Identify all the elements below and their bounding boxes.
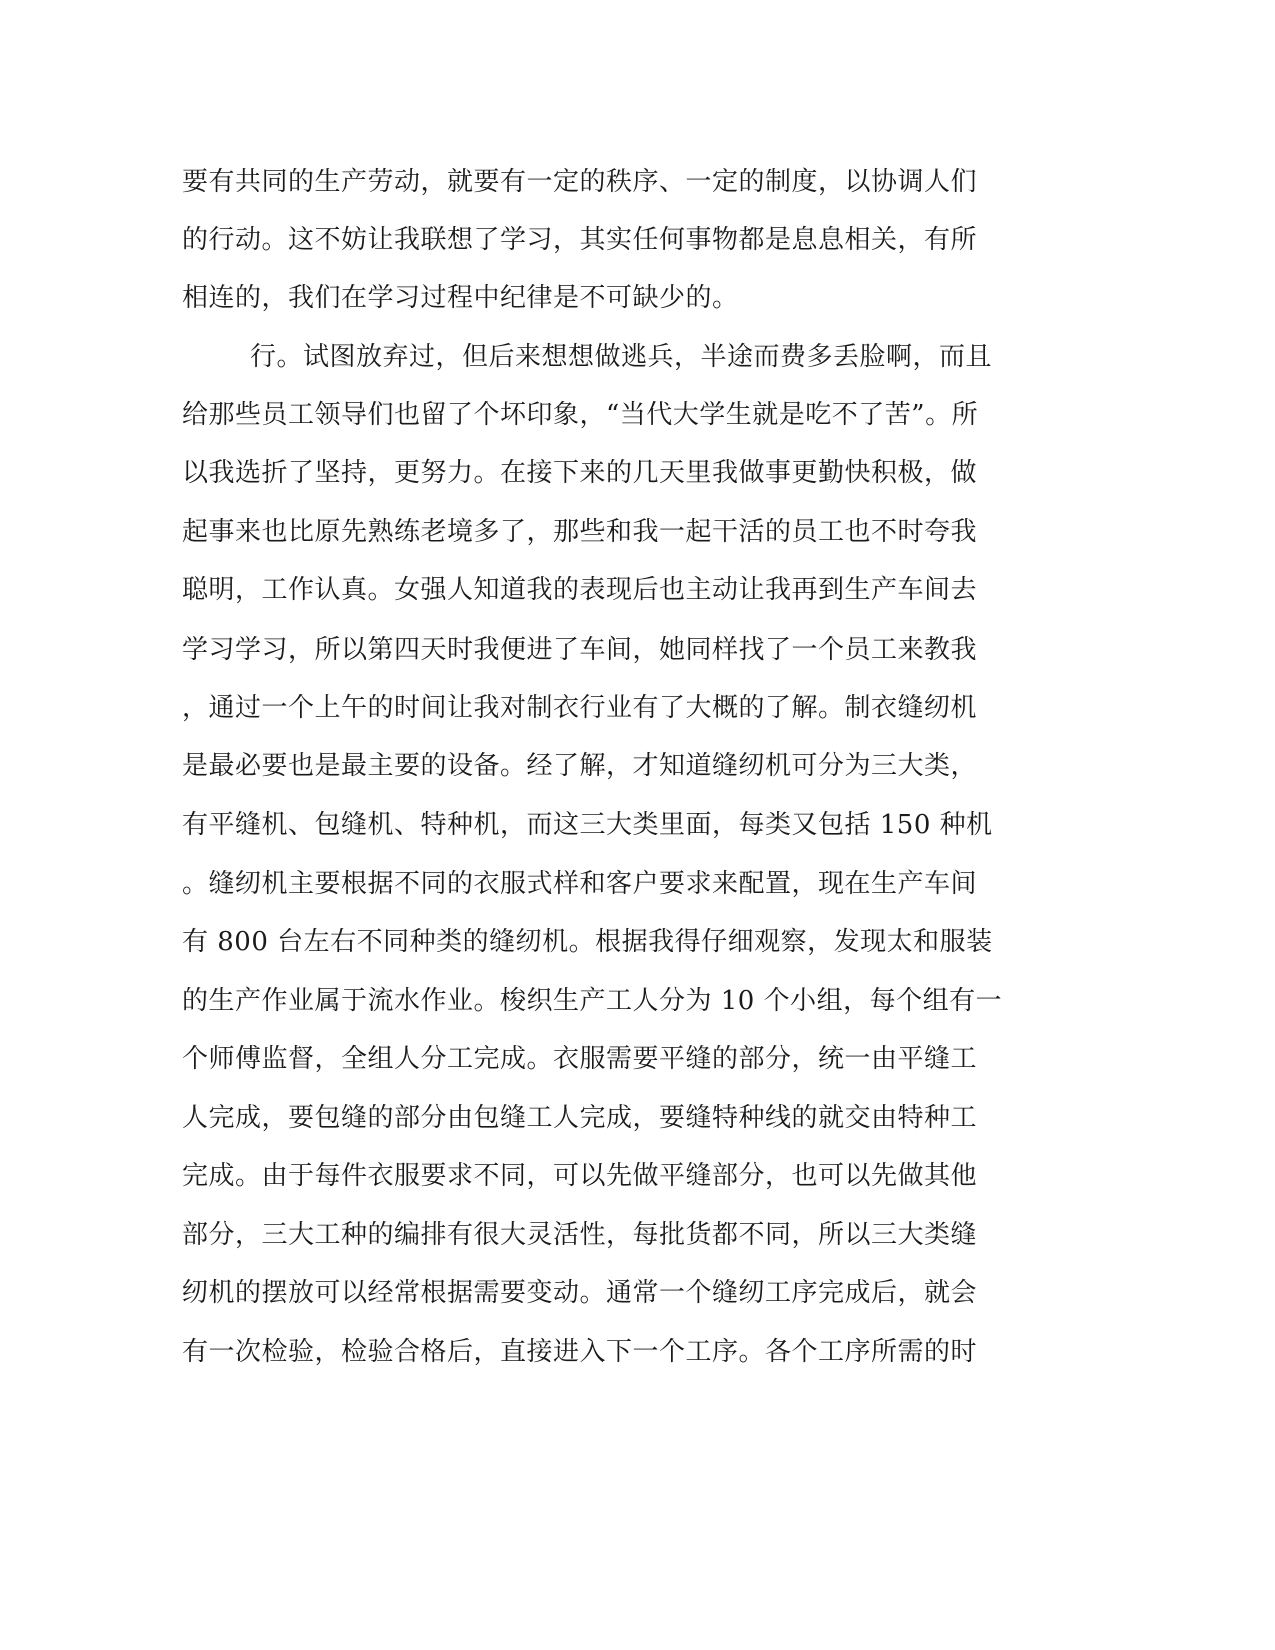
text-line: 。缝纫机主要根据不同的衣服式样和客户要求来配置，现在生产车间 [182,869,978,899]
text-line: 的行动。这不妨让我联想了学习，其实任何事物都是息息相关，有所 [182,225,978,255]
text-line: 以我选折了坚持，更努力。在接下来的几天里我做事更勤快积极，做 [182,458,978,488]
text-line: 起事来也比原先熟练老境多了，那些和我一起干活的员工也不时夸我 [182,517,978,547]
text-line: 是最必要也是最主要的设备。经了解，才知道缝纫机可分为三大类， [182,751,978,781]
text-line: 聪明，工作认真。女强人知道我的表现后也主动让我再到生产车间去 [182,575,978,605]
text-line: 纫机的摆放可以经常根据需要变动。通常一个缝纫工序完成后，就会 [182,1278,978,1308]
text-line: 的生产作业属于流水作业。梭织生产工人分为 10 个小组，每个组有一 [182,986,1003,1016]
text-line: 行。试图放弃过，但后来想想做逃兵，半途而费多丢脸啊，而且 [250,342,993,372]
text-line: ，通过一个上午的时间让我对制衣行业有了大概的了解。制衣缝纫机 [182,693,978,723]
text-line: 学习学习，所以第四天时我便进了车间，她同样找了一个员工来教我 [182,635,978,665]
text-line: 有平缝机、包缝机、特种机，而这三大类里面，每类又包括 150 种机 [182,810,993,840]
text-line: 相连的，我们在学习过程中纪律是不可缺少的。 [182,283,739,313]
text-line: 有 800 台左右不同种类的缝纫机。根据我得仔细观察，发现太和服装 [182,927,993,957]
text-line: 要有共同的生产劳动，就要有一定的秩序、一定的制度，以协调人们 [182,167,978,197]
text-line: 有一次检验，检验合格后，直接进入下一个工序。各个工序所需的时 [182,1337,978,1367]
text-line: 完成。由于每件衣服要求不同，可以先做平缝部分，也可以先做其他 [182,1161,978,1191]
text-line: 给那些员工领导们也留了个坏印象，“当代大学生就是吃不了苦”。所 [182,400,979,430]
text-line: 部分，三大工种的编排有很大灵活性，每批货都不同，所以三大类缝 [182,1220,978,1250]
text-line: 人完成，要包缝的部分由包缝工人完成，要缝特种线的就交由特种工 [182,1103,978,1133]
text-line: 个师傅监督，全组人分工完成。衣服需要平缝的部分，统一由平缝工 [182,1044,978,1074]
